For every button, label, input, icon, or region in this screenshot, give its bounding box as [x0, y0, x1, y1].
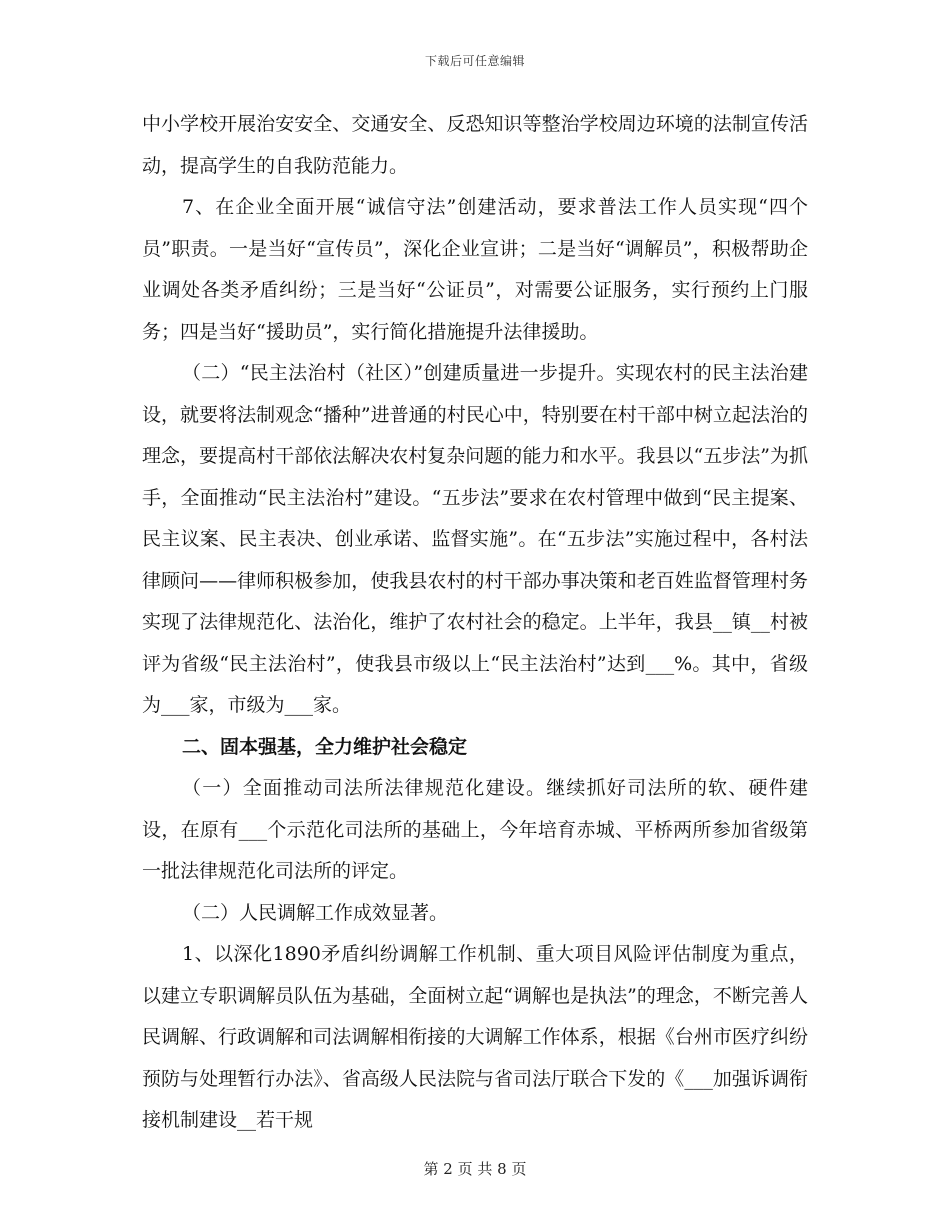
paragraph: （二）人民调解工作成效显著。 — [182, 901, 449, 924]
page-footer: 第 2 页 共 8 页 — [423, 1160, 527, 1178]
paragraph: 1、以深化1890矛盾纠纷调解工作机制、重大项目风险评估制度为重点，以建立专职调解员队伍为基础，全面树立起“调解也是执法”的理念，不断完善人民调解、行政调解和司法调解相衔接的大调解工作体系，根据《台州市医疗纠纷预防与处理暂行办法》、省高级人民法院与省司法厅联合下发的《___加强诉调衔接机制建设__若干规 — [142, 943, 808, 1131]
paragraph: （二）“民主法治村（社区）”创建质量进一步提升。实现农村的民主法治建设，就要将法制观念“播种”进普通的村民心中，特别要在村干部中树立起法治的理念，要提高村干部依法解决农村复杂问题的能力和水平。我县以“五步法”为抓手，全面推动“民主法治村”建设。“五步法”要求在农村管理中做到“民主提案、民主议案、民主表决、创业承诺、监督实施”。在“五步法”实施过程中，各村法律顾问——律师积极参加，使我县农村的村干部办事决策和老百姓监督管理村务实现了法律规范化、法治化，维护了农村社会的稳定。上半年，我县__镇__村被评为省级“民主法治村”，使我县市级以上“民主法治村”达到___%。其中，省级为___家，市级为___家。 — [142, 362, 808, 716]
page-header: 下载后可任意编辑 — [424, 54, 525, 68]
document-body — [142, 104, 808, 1142]
paragraph: 7、在企业全面开展“诚信守法”创建活动，要求普法工作人员实现“四个员”职责。一是当好“宣传员”，深化企业宣讲；二是当好“调解员”，积极帮助企业调处各类矛盾纠纷；三是当好“公证员”，对需要公证服务，实行预约上门服务；四是当好“援助员”，实行简化措施提升法律援助。 — [142, 196, 808, 343]
paragraph: （一）全面推动司法所法律规范化建设。继续抓好司法所的软、硬件建设，在原有___个示范化司法所的基础上，今年培育赤城、平桥两所参加省级第一批法律规范化司法所的评定。 — [142, 777, 808, 882]
section-heading: 二、固本强基，全力维护社会稳定 — [182, 735, 468, 758]
paragraph: 中小学校开展治安安全、交通安全、反恐知识等整治学校周边环境的法制宣传活动，提高学生的自我防范能力。 — [142, 113, 808, 177]
